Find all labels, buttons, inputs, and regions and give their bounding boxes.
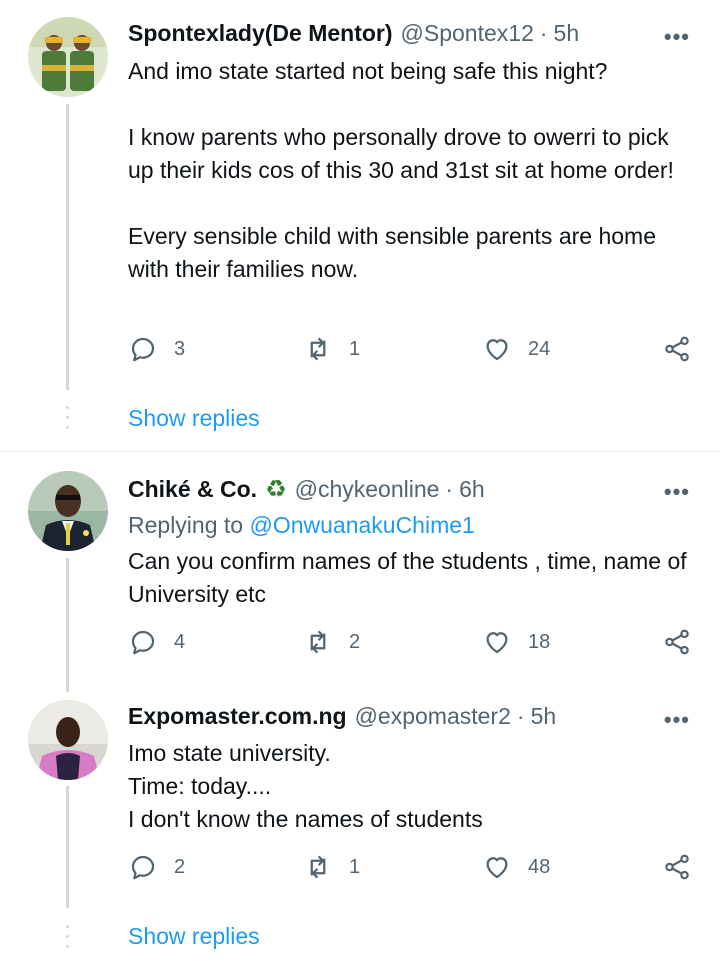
retweet-count: 1	[349, 337, 361, 360]
tweet-2[interactable]	[0, 452, 720, 682]
share-icon	[662, 334, 692, 364]
share-button[interactable]	[662, 334, 692, 364]
user-handle[interactable]: @chykeonline	[294, 476, 440, 502]
display-name[interactable]: Chiké & Co.	[128, 476, 258, 502]
separator: ·	[445, 476, 454, 502]
share-button[interactable]	[662, 852, 692, 882]
retweet-icon	[303, 627, 333, 657]
reply-icon	[128, 334, 158, 364]
retweet-button[interactable]	[303, 627, 360, 657]
like-button[interactable]	[482, 334, 550, 364]
thread-line	[66, 786, 69, 908]
tweet-header	[128, 703, 556, 730]
reply-icon	[128, 627, 158, 657]
display-name[interactable]: Spontexlady(De Mentor)	[128, 20, 393, 46]
tweet-actions	[128, 334, 694, 374]
tweet-actions	[128, 627, 694, 667]
tweet-1[interactable]	[0, 0, 720, 452]
reply-button[interactable]	[128, 852, 185, 882]
tweet-text	[128, 737, 698, 836]
more-icon[interactable]: •••	[663, 479, 690, 504]
more-icon[interactable]: •••	[663, 24, 690, 49]
timestamp[interactable]: 6h	[459, 476, 485, 502]
tweet-paragraph: Every sensible child with sensible parents are home with their families now.	[128, 223, 656, 282]
reply-icon	[128, 852, 158, 882]
show-replies-link[interactable]: Show replies	[128, 405, 260, 431]
retweet-button[interactable]	[303, 334, 360, 364]
show-replies-link[interactable]: Show replies	[128, 923, 260, 949]
tweet-header	[128, 475, 485, 504]
separator: ·	[539, 20, 548, 46]
like-icon	[482, 627, 512, 657]
tweet-line: I don't know the names of students	[128, 806, 483, 832]
like-icon	[482, 334, 512, 364]
reply-button[interactable]	[128, 334, 185, 364]
reply-count: 4	[174, 630, 186, 653]
retweet-count: 1	[349, 855, 361, 878]
avatar-image	[28, 17, 108, 97]
like-icon	[482, 852, 512, 882]
timestamp[interactable]: 5h	[530, 703, 557, 729]
tweet-text	[128, 545, 698, 611]
tweet-paragraph: Can you confirm names of the students , time, name of University etc	[128, 548, 687, 607]
tweet-text	[128, 55, 698, 286]
thread-line	[66, 104, 69, 390]
reply-count: 2	[174, 855, 186, 878]
timestamp[interactable]: 5h	[553, 20, 580, 46]
retweet-icon	[303, 852, 333, 882]
display-name[interactable]: Expomaster.com.ng	[128, 703, 347, 729]
like-count: 24	[528, 337, 551, 360]
tweet-3[interactable]	[0, 682, 720, 961]
retweet-icon	[303, 334, 333, 364]
avatar[interactable]	[28, 700, 108, 780]
more-icon[interactable]: •••	[663, 707, 690, 732]
like-button[interactable]	[482, 627, 550, 657]
like-count: 48	[528, 855, 551, 878]
share-icon	[662, 627, 692, 657]
like-button[interactable]	[482, 852, 550, 882]
like-count: 18	[528, 630, 551, 653]
tweet-paragraph: I know parents who personally drove to owerri to pick up their kids cos of this 30 and 31st sit at home order!	[128, 124, 674, 183]
retweet-button[interactable]	[303, 852, 360, 882]
avatar[interactable]	[28, 471, 108, 551]
replying-prefix: Replying to	[128, 512, 244, 538]
retweet-count: 2	[349, 630, 361, 653]
user-handle[interactable]: @Spontex12	[400, 20, 534, 46]
replying-to	[128, 512, 475, 539]
tweet-paragraph: And imo state started not being safe this night?	[128, 58, 608, 84]
reply-count: 3	[174, 337, 186, 360]
tweet-header	[128, 20, 579, 47]
separator: ·	[516, 703, 525, 729]
recycle-icon: ♻	[265, 476, 287, 503]
tweet-line: Time: today....	[128, 773, 272, 799]
share-icon	[662, 852, 692, 882]
mention-link[interactable]: @OnwuanakuChime1	[249, 512, 475, 538]
share-button[interactable]	[662, 627, 692, 657]
thread-line	[66, 558, 69, 692]
tweet-actions	[128, 852, 694, 892]
avatar-image	[28, 700, 108, 780]
thread-dots	[66, 925, 69, 955]
reply-button[interactable]	[128, 627, 185, 657]
thread-dots	[66, 406, 69, 436]
tweet-line: Imo state university.	[128, 740, 331, 766]
user-handle[interactable]: @expomaster2	[354, 703, 511, 729]
avatar[interactable]	[28, 17, 108, 97]
avatar-image	[28, 471, 108, 551]
